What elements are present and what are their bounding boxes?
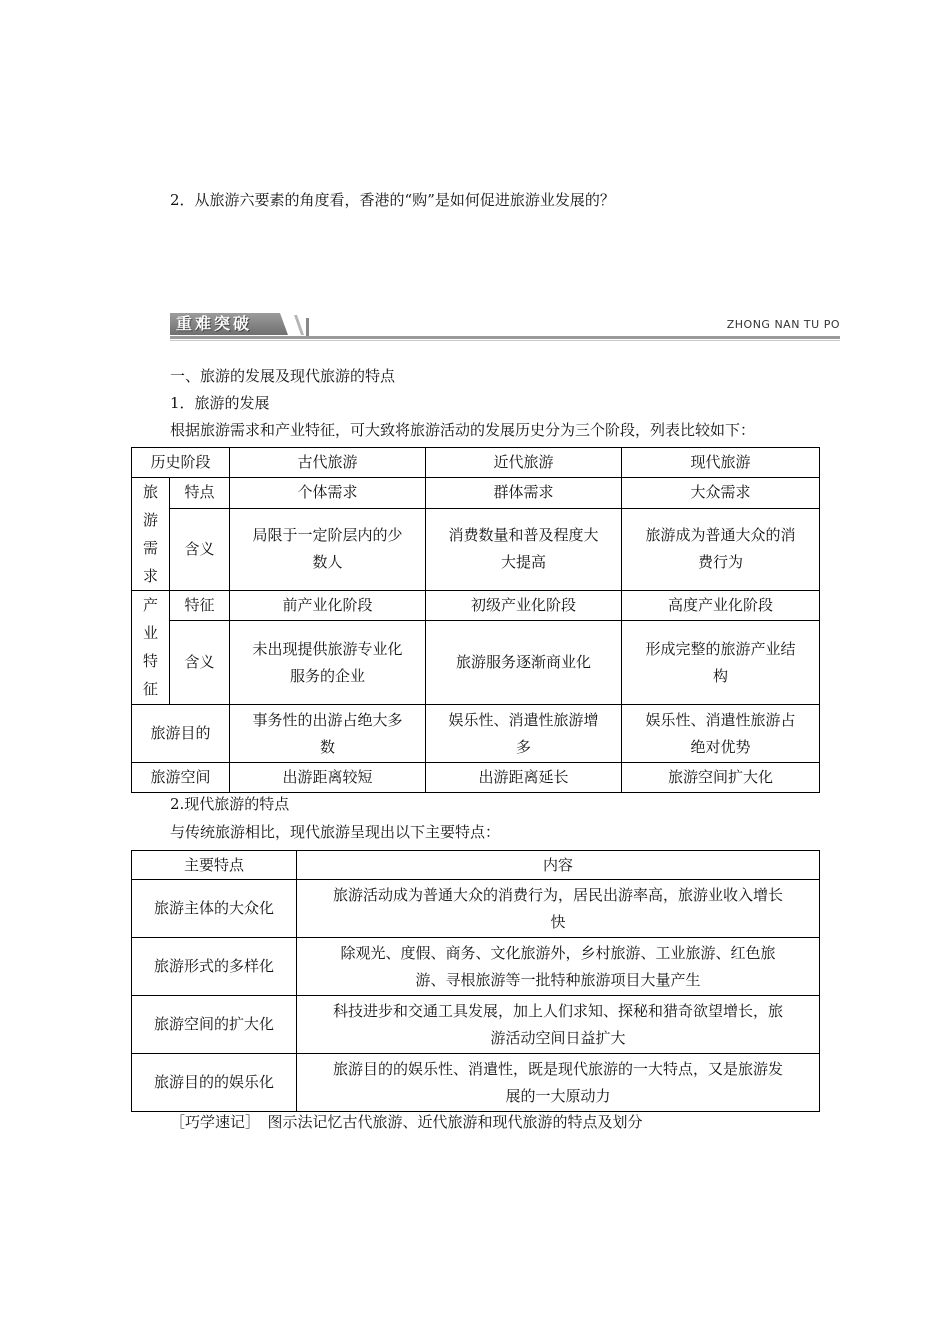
section1-intro: 根据旅游需求和产业特征，可大致将旅游活动的发展历史分为三个阶段，列表比较如下： [170, 421, 756, 439]
memory-tip: ［巧学速记］ 图示法记忆古代旅游、近代旅游和现代旅游的特点及划分 [170, 1113, 643, 1131]
feature-content: 旅游目的的娱乐性、消遣性，既是现代旅游的一大特点，又是旅游发 展的一大原动力 [297, 1054, 820, 1112]
purpose-label: 旅游目的 [132, 705, 230, 763]
section2-sub2: 2.现代旅游的特点 [170, 795, 290, 813]
table-cell: 大众需求 [622, 478, 820, 509]
feature-name: 旅游目的的娱乐化 [132, 1054, 297, 1112]
features-table [131, 850, 820, 1112]
header-contemporary: 现代旅游 [622, 448, 820, 478]
table-row [132, 621, 820, 705]
table-cell: 个体需求 [230, 478, 426, 509]
industry-feature-label: 特征 [170, 591, 230, 621]
table-row [132, 996, 820, 1054]
table-row [132, 591, 820, 621]
feature-name: 旅游形式的多样化 [132, 938, 297, 996]
table-cell: 形成完整的旅游产业结 构 [622, 621, 820, 705]
table-cell: 旅游成为普通大众的消 费行为 [622, 508, 820, 590]
header-stage: 历史阶段 [132, 448, 230, 478]
table-cell: 旅游服务逐渐商业化 [426, 621, 622, 705]
header-content: 内容 [297, 851, 820, 880]
banner-rule-thin [170, 340, 840, 341]
table-cell: 出游距离较短 [230, 763, 426, 793]
table-row [132, 938, 820, 996]
table-cell: 出游距离延长 [426, 763, 622, 793]
header-modern-early: 近代旅游 [426, 448, 622, 478]
table-row [132, 851, 820, 880]
banner-title: 重难突破 [176, 314, 253, 333]
feature-content: 旅游活动成为普通大众的消费行为，居民出游率高，旅游业收入增长 快 [297, 880, 820, 938]
table-cell: 群体需求 [426, 478, 622, 509]
section-banner [170, 313, 840, 341]
header-ancient: 古代旅游 [230, 448, 426, 478]
banner-pinyin: ZHONG NAN TU PO [726, 318, 840, 331]
table-row [132, 1054, 820, 1112]
header-feature: 主要特点 [132, 851, 297, 880]
section1-sub1: 1．旅游的发展 [170, 394, 270, 412]
feature-content: 科技进步和交通工具发展，加上人们求知、探秘和猎奇欲望增长，旅 游活动空间日益扩大 [297, 996, 820, 1054]
space-label: 旅游空间 [132, 763, 230, 793]
table-row [132, 705, 820, 763]
table-cell: 娱乐性、消遣性旅游占 绝对优势 [622, 705, 820, 763]
feature-name: 旅游空间的扩大化 [132, 996, 297, 1054]
demand-group-label: 旅游需求 [132, 478, 170, 591]
feature-name: 旅游主体的大众化 [132, 880, 297, 938]
demand-meaning-label: 含义 [170, 508, 230, 590]
table-row [132, 880, 820, 938]
demand-feature-label: 特点 [170, 478, 230, 509]
history-table [131, 447, 820, 793]
section1-heading: 一、旅游的发展及现代旅游的特点 [170, 367, 396, 385]
industry-meaning-label: 含义 [170, 621, 230, 705]
banner-rule [170, 336, 840, 339]
table-row [132, 508, 820, 590]
table-cell: 局限于一定阶层内的少 数人 [230, 508, 426, 590]
table-cell: 旅游空间扩大化 [622, 763, 820, 793]
question-2: 2．从旅游六要素的角度看，香港的“购”是如何促进旅游业发展的？ [170, 191, 615, 209]
table-cell: 娱乐性、消遣性旅游增 多 [426, 705, 622, 763]
table-cell: 事务性的出游占绝大多 数 [230, 705, 426, 763]
section2-intro: 与传统旅游相比，现代旅游呈现出以下主要特点： [170, 823, 501, 841]
table-row [132, 478, 820, 509]
table-cell: 初级产业化阶段 [426, 591, 622, 621]
table-row [132, 763, 820, 793]
table-cell: 未出现提供旅游专业化 服务的企业 [230, 621, 426, 705]
banner-divider [306, 318, 309, 336]
table-cell: 高度产业化阶段 [622, 591, 820, 621]
banner-notch [294, 315, 304, 335]
table-cell: 前产业化阶段 [230, 591, 426, 621]
industry-group-label: 产业特征 [132, 591, 170, 705]
table-row [132, 448, 820, 478]
table-cell: 消费数量和普及程度大 大提高 [426, 508, 622, 590]
feature-content: 除观光、度假、商务、文化旅游外，乡村旅游、工业旅游、红色旅 游、寻根旅游等一批特种旅游项目大量产生 [297, 938, 820, 996]
